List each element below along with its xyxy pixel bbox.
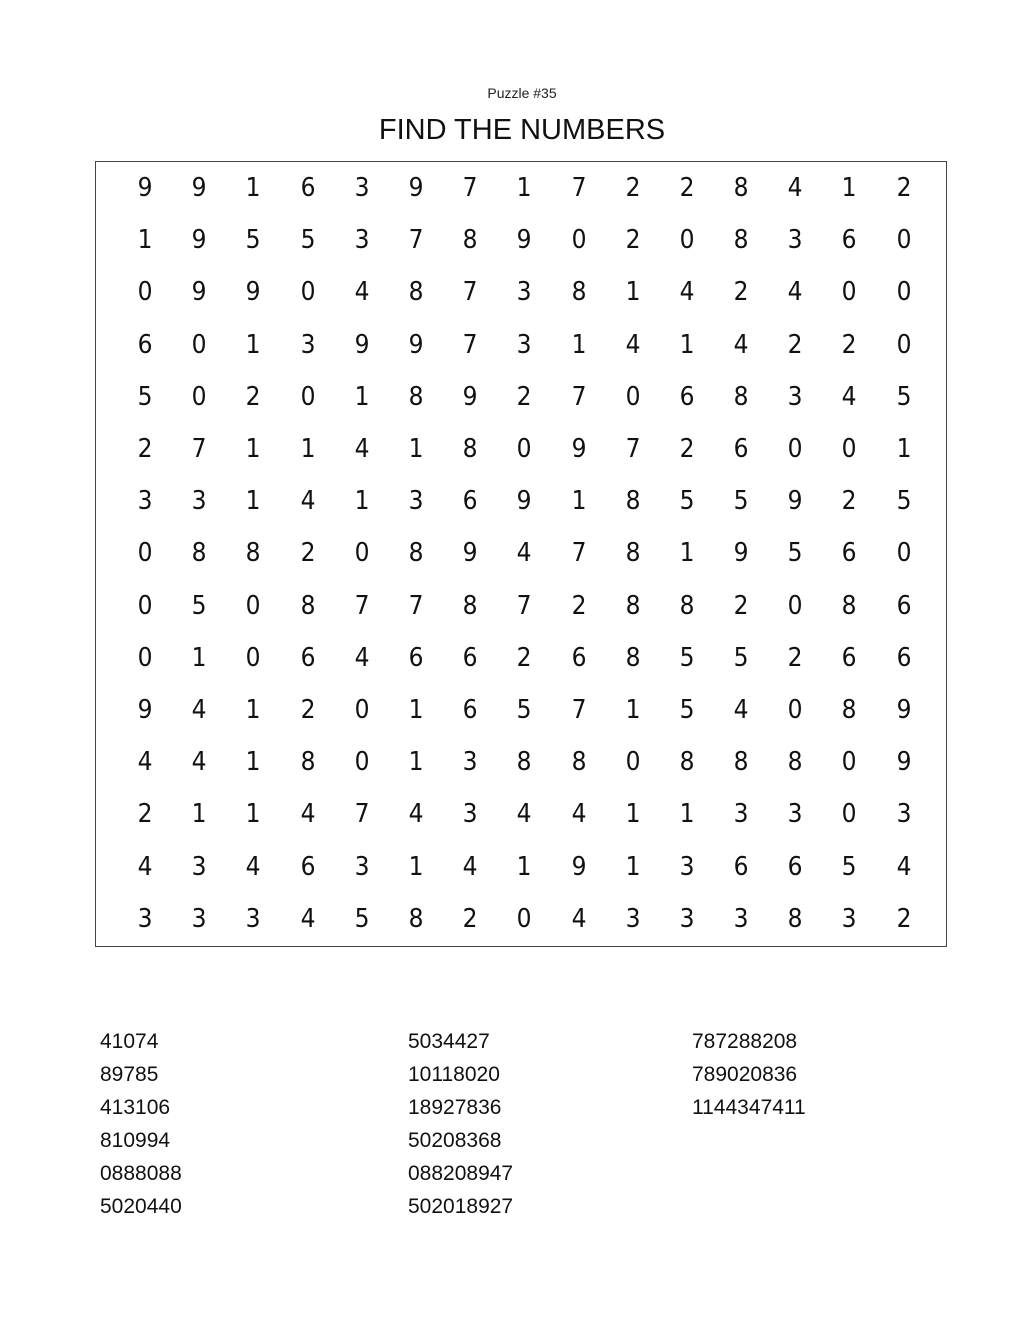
grid-cell[interactable]: 8 xyxy=(516,747,532,778)
grid-cell[interactable]: 0 xyxy=(191,329,207,360)
grid-cell[interactable]: 9 xyxy=(354,329,370,360)
grid-cell[interactable]: 2 xyxy=(679,434,695,465)
grid-cell[interactable]: 2 xyxy=(896,903,912,934)
grid-cell[interactable]: 8 xyxy=(733,173,749,204)
grid-cell[interactable]: 7 xyxy=(571,694,587,725)
grid-cell[interactable]: 4 xyxy=(787,277,803,308)
grid-cell[interactable]: 0 xyxy=(896,329,912,360)
grid-cell[interactable]: 5 xyxy=(516,694,532,725)
grid-cell[interactable]: 8 xyxy=(191,538,207,569)
grid-cell[interactable]: 1 xyxy=(679,538,695,569)
grid-cell[interactable]: 9 xyxy=(571,851,587,882)
grid-cell[interactable]: 8 xyxy=(300,590,316,621)
grid-cell[interactable]: 8 xyxy=(679,590,695,621)
grid-cell[interactable]: 3 xyxy=(137,903,153,934)
grid-cell[interactable]: 9 xyxy=(191,173,207,204)
grid-cell[interactable]: 4 xyxy=(896,851,912,882)
grid-cell[interactable]: 1 xyxy=(625,851,641,882)
grid-cell[interactable]: 1 xyxy=(625,694,641,725)
grid-cell[interactable]: 5 xyxy=(733,642,749,673)
grid-cell[interactable]: 8 xyxy=(408,277,424,308)
grid-cell[interactable]: 3 xyxy=(462,747,478,778)
grid-cell[interactable]: 9 xyxy=(137,694,153,725)
grid-cell[interactable]: 2 xyxy=(571,590,587,621)
grid-cell[interactable]: 0 xyxy=(516,434,532,465)
grid-cell[interactable]: 6 xyxy=(896,642,912,673)
word-column-1 xyxy=(100,1028,182,1226)
grid-cell[interactable]: 6 xyxy=(462,694,478,725)
grid-cell[interactable]: 3 xyxy=(625,903,641,934)
grid-cell[interactable]: 8 xyxy=(842,694,857,725)
grid-cell[interactable]: 3 xyxy=(896,799,912,830)
grid-cell[interactable]: 1 xyxy=(408,694,424,725)
grid-cell[interactable]: 1 xyxy=(191,642,207,673)
grid-cell[interactable]: 0 xyxy=(896,277,912,308)
grid-cell[interactable]: 0 xyxy=(842,799,857,830)
grid-cell[interactable]: 6 xyxy=(300,642,316,673)
word-list-item: 789020836 xyxy=(692,1063,798,1086)
grid-cell[interactable]: 4 xyxy=(354,434,370,465)
grid-cell[interactable]: 1 xyxy=(842,173,857,204)
grid-cell[interactable]: 9 xyxy=(896,694,912,725)
grid-cell[interactable]: 0 xyxy=(787,434,803,465)
grid-cell[interactable]: 7 xyxy=(516,590,532,621)
grid-cell[interactable]: 0 xyxy=(787,694,803,725)
grid-cell[interactable]: 5 xyxy=(300,225,316,256)
grid-cell[interactable]: 3 xyxy=(191,851,207,882)
grid-cell[interactable]: 8 xyxy=(787,903,803,934)
grid-cell[interactable]: 5 xyxy=(842,851,857,882)
grid-cell[interactable]: 3 xyxy=(246,903,261,934)
grid-cell[interactable]: 1 xyxy=(246,694,261,725)
grid-cell[interactable]: 1 xyxy=(246,173,261,204)
grid-cell[interactable]: 4 xyxy=(191,747,207,778)
puzzle-subtitle: Puzzle #35 xyxy=(487,85,557,101)
grid-cell[interactable]: 4 xyxy=(516,538,532,569)
grid-cell[interactable]: 9 xyxy=(733,538,749,569)
grid-cell[interactable]: 1 xyxy=(516,851,532,882)
grid-cell[interactable]: 0 xyxy=(787,590,803,621)
grid-cell[interactable]: 0 xyxy=(137,642,153,673)
grid-cell[interactable]: 6 xyxy=(842,642,857,673)
word-list-item: 5020440 xyxy=(100,1195,182,1218)
word-list-item: 502018927 xyxy=(408,1195,514,1218)
grid-cell[interactable]: 7 xyxy=(462,329,478,360)
grid-cell[interactable]: 8 xyxy=(462,590,478,621)
grid-cell[interactable]: 4 xyxy=(571,903,587,934)
grid-cell[interactable]: 6 xyxy=(733,434,749,465)
grid-cell[interactable]: 8 xyxy=(462,225,478,256)
grid-cell[interactable]: 3 xyxy=(191,486,207,517)
grid-cell[interactable]: 0 xyxy=(137,590,153,621)
grid-cell[interactable]: 0 xyxy=(842,747,857,778)
grid-cell[interactable]: 0 xyxy=(625,381,641,412)
word-list-item: 50208368 xyxy=(408,1129,502,1152)
grid-cell[interactable]: 9 xyxy=(462,538,478,569)
grid-cell[interactable]: 2 xyxy=(679,173,695,204)
grid-cell[interactable]: 2 xyxy=(842,329,857,360)
grid-cell[interactable]: 3 xyxy=(516,277,532,308)
grid-cell[interactable]: 9 xyxy=(787,486,803,517)
grid-cell[interactable]: 4 xyxy=(787,173,803,204)
grid-cell[interactable]: 0 xyxy=(842,277,857,308)
grid-cell[interactable]: 1 xyxy=(354,381,370,412)
number-grid xyxy=(118,162,931,945)
grid-cell[interactable]: 1 xyxy=(625,277,641,308)
grid-cell[interactable]: 5 xyxy=(679,486,695,517)
grid-cell[interactable]: 0 xyxy=(137,277,153,308)
grid-cell[interactable]: 4 xyxy=(137,851,153,882)
grid-cell[interactable]: 1 xyxy=(625,799,641,830)
grid-cell[interactable]: 7 xyxy=(462,173,478,204)
grid-cell[interactable]: 1 xyxy=(679,799,695,830)
word-list-item: 810994 xyxy=(100,1129,171,1152)
word-list-item: 18927836 xyxy=(408,1096,502,1119)
grid-cell[interactable]: 8 xyxy=(625,486,641,517)
grid-cell[interactable]: 9 xyxy=(571,434,587,465)
grid-cell[interactable]: 2 xyxy=(896,173,912,204)
grid-cell[interactable]: 1 xyxy=(300,434,316,465)
grid-cell[interactable]: 3 xyxy=(354,173,370,204)
grid-cell[interactable]: 3 xyxy=(408,486,424,517)
grid-cell[interactable]: 8 xyxy=(462,434,478,465)
grid-cell[interactable]: 6 xyxy=(300,173,316,204)
grid-cell[interactable]: 3 xyxy=(733,903,749,934)
grid-cell[interactable]: 2 xyxy=(516,642,532,673)
grid-cell[interactable]: 3 xyxy=(300,329,316,360)
grid-cell[interactable]: 6 xyxy=(462,642,478,673)
grid-cell[interactable]: 2 xyxy=(516,381,532,412)
grid-cell[interactable]: 1 xyxy=(516,173,532,204)
grid-cell[interactable]: 4 xyxy=(300,903,316,934)
word-list-item: 0888088 xyxy=(100,1162,182,1185)
grid-cell[interactable]: 1 xyxy=(408,434,424,465)
grid-cell[interactable]: 4 xyxy=(300,486,316,517)
grid-cell[interactable]: 3 xyxy=(354,225,370,256)
grid-cell[interactable]: 3 xyxy=(679,851,695,882)
grid-cell[interactable]: 4 xyxy=(571,799,587,830)
grid-cell[interactable]: 8 xyxy=(625,590,641,621)
grid-cell[interactable]: 2 xyxy=(733,590,749,621)
grid-cell[interactable]: 0 xyxy=(246,590,261,621)
grid-cell[interactable]: 0 xyxy=(300,277,316,308)
grid-cell[interactable]: 6 xyxy=(408,642,424,673)
grid-cell[interactable]: 0 xyxy=(896,225,912,256)
grid-cell[interactable]: 1 xyxy=(896,434,912,465)
grid-cell[interactable]: 6 xyxy=(733,851,749,882)
grid-cell[interactable]: 4 xyxy=(300,799,316,830)
word-list-item: 5034427 xyxy=(408,1030,490,1053)
grid-cell[interactable]: 2 xyxy=(246,381,261,412)
grid-cell[interactable]: 6 xyxy=(462,486,478,517)
grid-cell[interactable]: 9 xyxy=(408,173,424,204)
grid-cell[interactable]: 8 xyxy=(300,747,316,778)
grid-cell[interactable]: 4 xyxy=(191,694,207,725)
grid-cell[interactable]: 9 xyxy=(516,225,532,256)
word-list-item: 41074 xyxy=(100,1030,159,1053)
grid-cell[interactable]: 2 xyxy=(137,434,153,465)
grid-cell[interactable]: 2 xyxy=(300,538,316,569)
grid-cell[interactable]: 6 xyxy=(896,590,912,621)
grid-cell[interactable]: 1 xyxy=(246,747,261,778)
grid-cell[interactable]: 2 xyxy=(842,486,857,517)
grid-cell[interactable]: 3 xyxy=(787,225,803,256)
grid-cell[interactable]: 3 xyxy=(137,486,153,517)
grid-cell[interactable]: 8 xyxy=(842,590,857,621)
grid-cell[interactable]: 2 xyxy=(787,642,803,673)
grid-cell[interactable]: 0 xyxy=(354,694,370,725)
grid-cell[interactable]: 3 xyxy=(787,799,803,830)
grid-cell[interactable]: 8 xyxy=(246,538,261,569)
grid-cell[interactable]: 5 xyxy=(896,381,912,412)
grid-cell[interactable]: 1 xyxy=(246,799,261,830)
grid-cell[interactable]: 2 xyxy=(300,694,316,725)
grid-cell[interactable]: 7 xyxy=(191,434,207,465)
grid-cell[interactable]: 1 xyxy=(571,329,587,360)
grid-cell[interactable]: 7 xyxy=(354,590,370,621)
grid-cell[interactable]: 3 xyxy=(516,329,532,360)
word-list-item: 088208947 xyxy=(408,1162,514,1185)
grid-cell[interactable]: 0 xyxy=(842,434,857,465)
grid-cell[interactable]: 9 xyxy=(896,747,912,778)
grid-cell[interactable]: 7 xyxy=(571,381,587,412)
grid-cell[interactable]: 1 xyxy=(137,225,153,256)
grid-cell[interactable]: 1 xyxy=(408,747,424,778)
grid-cell[interactable]: 4 xyxy=(733,694,749,725)
grid-cell[interactable]: 2 xyxy=(137,799,153,830)
grid-cell[interactable]: 7 xyxy=(571,538,587,569)
grid-cell[interactable]: 8 xyxy=(733,747,749,778)
grid-cell[interactable]: 4 xyxy=(516,799,532,830)
grid-cell[interactable]: 5 xyxy=(896,486,912,517)
grid-cell[interactable]: 6 xyxy=(137,329,153,360)
grid-cell[interactable]: 3 xyxy=(787,381,803,412)
puzzle-title: FIND THE NUMBERS xyxy=(378,114,666,146)
word-list-item: 413106 xyxy=(100,1096,171,1119)
grid-cell[interactable]: 9 xyxy=(191,225,207,256)
grid-cell[interactable]: 3 xyxy=(679,903,695,934)
grid-cell[interactable]: 8 xyxy=(625,538,641,569)
grid-cell[interactable]: 3 xyxy=(191,903,207,934)
grid-cell[interactable]: 5 xyxy=(246,225,261,256)
grid-cell[interactable]: 2 xyxy=(787,329,803,360)
grid-cell[interactable]: 1 xyxy=(246,329,261,360)
grid-cell[interactable]: 5 xyxy=(137,381,153,412)
grid-cell[interactable]: 2 xyxy=(733,277,749,308)
grid-cell[interactable]: 3 xyxy=(842,903,857,934)
grid-cell[interactable]: 5 xyxy=(191,590,207,621)
grid-cell[interactable]: 4 xyxy=(625,329,641,360)
grid-cell[interactable]: 6 xyxy=(842,538,857,569)
grid-cell[interactable]: 5 xyxy=(679,642,695,673)
grid-cell[interactable]: 2 xyxy=(625,225,641,256)
word-column-2 xyxy=(408,1028,513,1226)
grid-cell[interactable]: 1 xyxy=(246,434,261,465)
grid-cell[interactable]: 9 xyxy=(408,329,424,360)
grid-cell[interactable]: 7 xyxy=(571,173,587,204)
grid-cell[interactable]: 8 xyxy=(787,747,803,778)
grid-cell[interactable]: 3 xyxy=(462,799,478,830)
grid-cell[interactable]: 4 xyxy=(462,851,478,882)
grid-cell[interactable]: 9 xyxy=(191,277,207,308)
grid-cell[interactable]: 7 xyxy=(625,434,641,465)
grid-cell[interactable]: 8 xyxy=(408,538,424,569)
grid-cell[interactable]: 8 xyxy=(571,277,587,308)
grid-cell[interactable]: 4 xyxy=(408,799,424,830)
word-list-item: 787288208 xyxy=(692,1030,798,1053)
grid-cell[interactable]: 8 xyxy=(571,747,587,778)
grid-cell[interactable]: 4 xyxy=(679,277,695,308)
grid-cell[interactable]: 0 xyxy=(246,642,261,673)
grid-cell[interactable]: 4 xyxy=(246,851,261,882)
grid-cell[interactable]: 0 xyxy=(300,381,316,412)
word-list-item: 1144347411 xyxy=(692,1096,806,1119)
grid-cell[interactable]: 1 xyxy=(246,486,261,517)
grid-cell[interactable]: 4 xyxy=(842,381,857,412)
grid-cell[interactable]: 7 xyxy=(408,590,424,621)
grid-cell[interactable]: 0 xyxy=(571,225,587,256)
grid-cell[interactable]: 7 xyxy=(354,799,370,830)
grid-cell[interactable]: 8 xyxy=(733,381,749,412)
grid-cell[interactable]: 8 xyxy=(408,903,424,934)
grid-cell[interactable]: 1 xyxy=(354,486,370,517)
grid-cell[interactable]: 6 xyxy=(787,851,803,882)
grid-cell[interactable]: 4 xyxy=(733,329,749,360)
grid-cell[interactable]: 6 xyxy=(679,381,695,412)
grid-cell[interactable]: 8 xyxy=(733,225,749,256)
grid-cell[interactable]: 0 xyxy=(679,225,695,256)
grid-cell[interactable]: 8 xyxy=(625,642,641,673)
word-column-3 xyxy=(692,1028,806,1127)
grid-cell[interactable]: 0 xyxy=(191,381,207,412)
word-list-item: 89785 xyxy=(100,1063,159,1086)
grid-cell[interactable]: 9 xyxy=(246,277,261,308)
grid-cell[interactable]: 9 xyxy=(516,486,532,517)
grid-cell[interactable]: 6 xyxy=(571,642,587,673)
grid-cell[interactable]: 6 xyxy=(300,851,316,882)
grid-cell[interactable]: 5 xyxy=(679,694,695,725)
grid-cell[interactable]: 5 xyxy=(354,903,370,934)
grid-cell[interactable]: 0 xyxy=(625,747,641,778)
grid-cell[interactable]: 0 xyxy=(354,538,370,569)
grid-cell[interactable]: 1 xyxy=(679,329,695,360)
grid-cell[interactable]: 9 xyxy=(137,173,153,204)
grid-cell[interactable]: 1 xyxy=(408,851,424,882)
grid-cell[interactable]: 1 xyxy=(191,799,207,830)
grid-cell[interactable]: 0 xyxy=(137,538,153,569)
grid-cell[interactable]: 6 xyxy=(842,225,857,256)
grid-cell[interactable]: 5 xyxy=(733,486,749,517)
grid-cell[interactable]: 0 xyxy=(516,903,532,934)
grid-cell[interactable]: 3 xyxy=(354,851,370,882)
grid-cell[interactable]: 8 xyxy=(408,381,424,412)
grid-cell[interactable]: 4 xyxy=(354,277,370,308)
grid-cell[interactable]: 4 xyxy=(354,642,370,673)
grid-cell[interactable]: 4 xyxy=(137,747,153,778)
grid-cell[interactable]: 0 xyxy=(354,747,370,778)
grid-cell[interactable]: 2 xyxy=(462,903,478,934)
grid-cell[interactable]: 5 xyxy=(787,538,803,569)
grid-cell[interactable]: 3 xyxy=(733,799,749,830)
grid-cell[interactable]: 2 xyxy=(625,173,641,204)
grid-cell[interactable]: 7 xyxy=(408,225,424,256)
grid-cell[interactable]: 8 xyxy=(679,747,695,778)
word-list-item: 10118020 xyxy=(408,1063,500,1086)
grid-cell[interactable]: 1 xyxy=(571,486,587,517)
grid-cell[interactable]: 9 xyxy=(462,381,478,412)
grid-cell[interactable]: 0 xyxy=(896,538,912,569)
grid-cell[interactable]: 7 xyxy=(462,277,478,308)
